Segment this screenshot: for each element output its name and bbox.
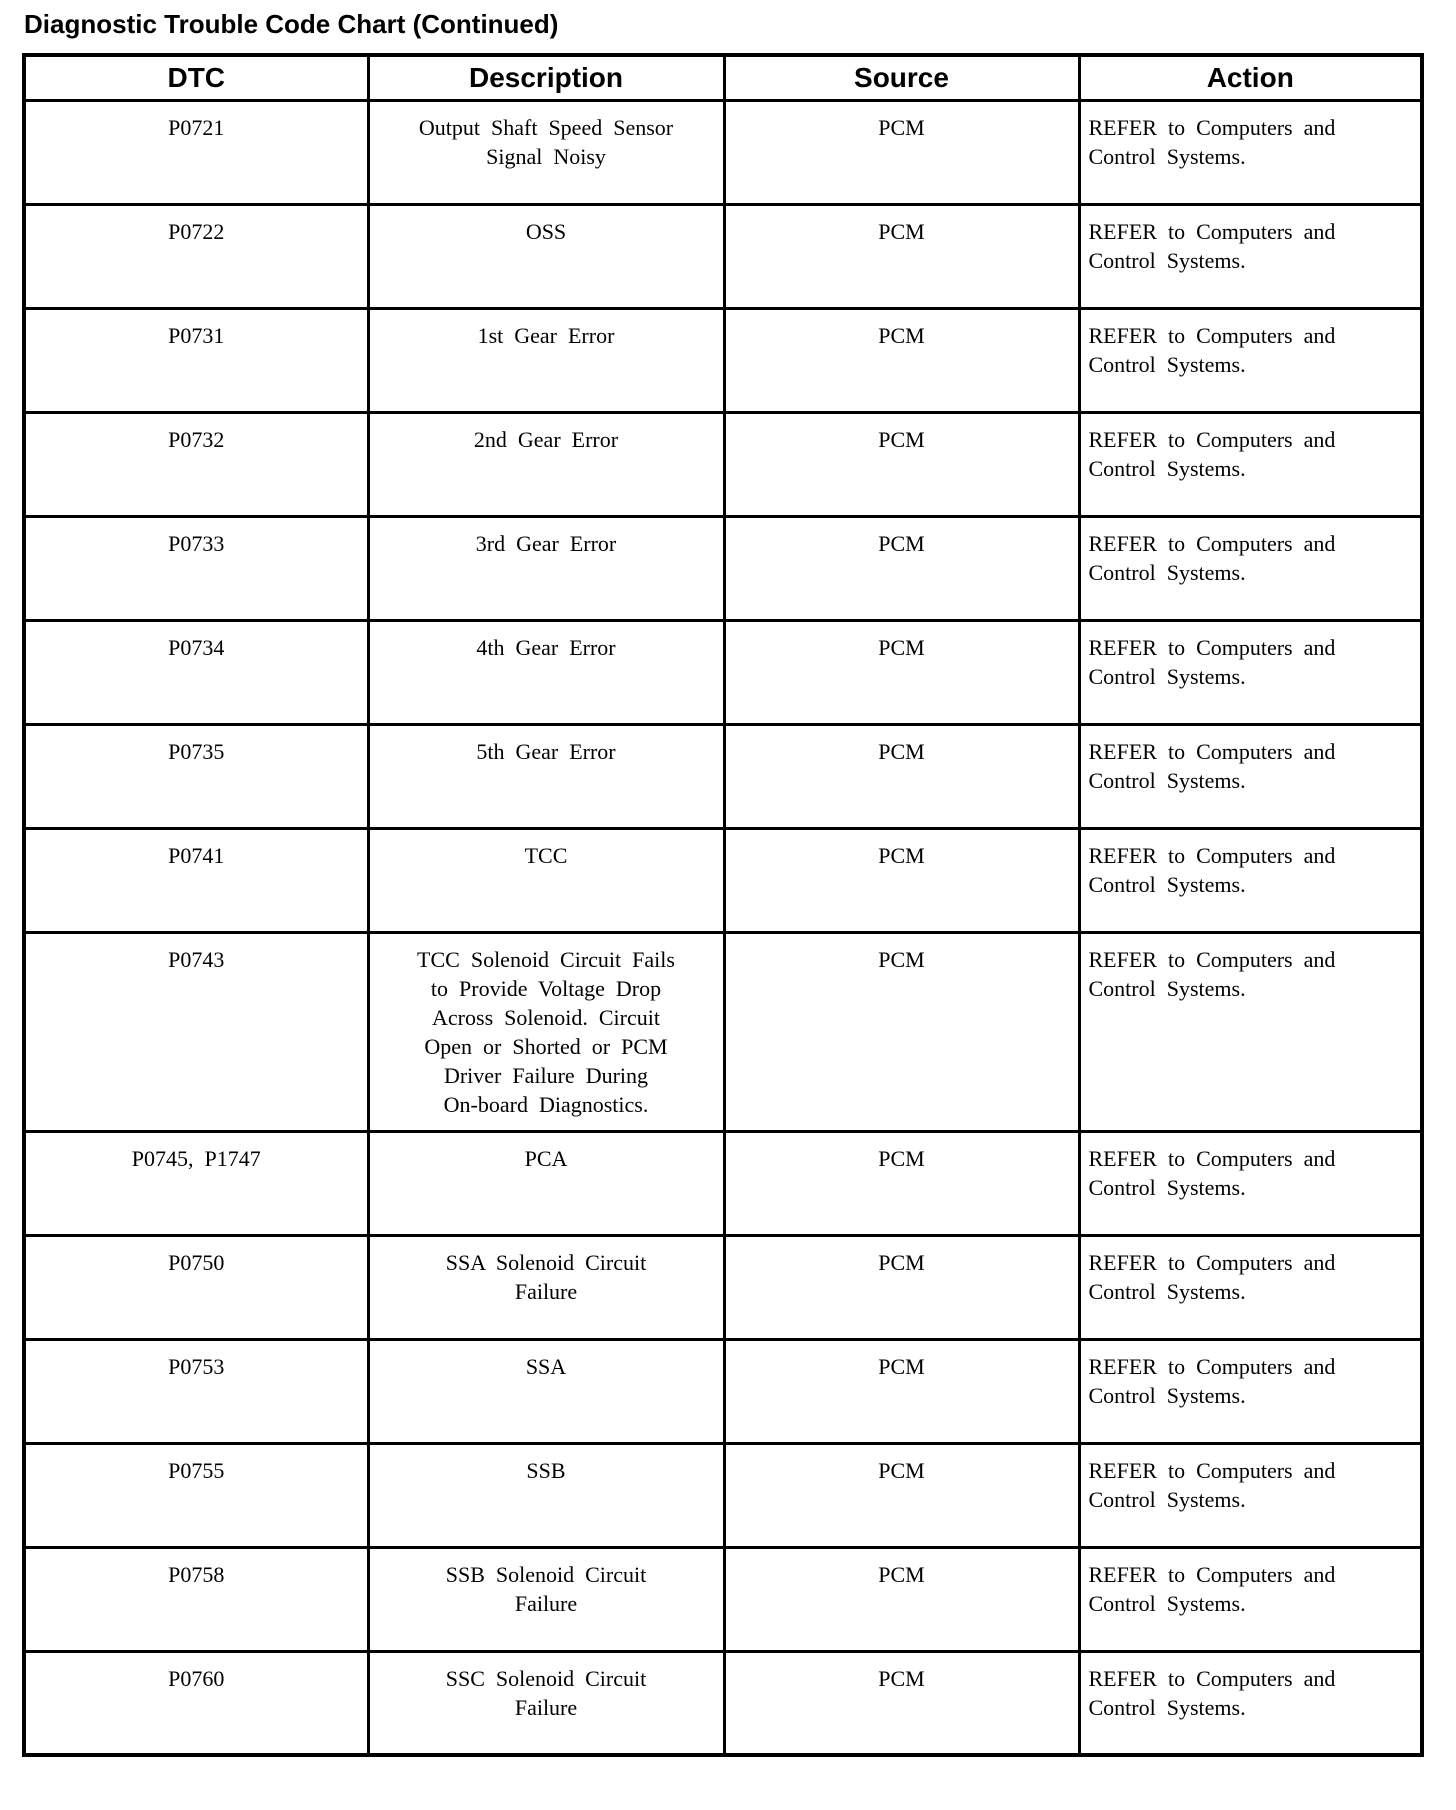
- source-cell: PCM: [724, 516, 1079, 620]
- dtc-cell: P0732: [24, 412, 368, 516]
- table-header: [24, 55, 1422, 101]
- description-cell: SSC Solenoid Circuit Failure: [368, 1651, 724, 1755]
- action-cell: REFER to Computers and Control Systems.: [1079, 1547, 1422, 1651]
- source-cell: PCM: [724, 1131, 1079, 1235]
- action-cell: REFER to Computers and Control Systems.: [1079, 204, 1422, 308]
- table-row: [24, 1131, 1422, 1235]
- dtc-cell: P0750: [24, 1235, 368, 1339]
- action-cell: REFER to Computers and Control Systems.: [1079, 1651, 1422, 1755]
- dtc-cell: P0721: [24, 100, 368, 204]
- description-cell: 2nd Gear Error: [368, 412, 724, 516]
- table-row: [24, 308, 1422, 412]
- source-cell: PCM: [724, 100, 1079, 204]
- dtc-cell: P0758: [24, 1547, 368, 1651]
- description-cell: OSS: [368, 204, 724, 308]
- header-row: [24, 55, 1422, 101]
- source-cell: PCM: [724, 828, 1079, 932]
- source-cell: PCM: [724, 724, 1079, 828]
- description-cell: 3rd Gear Error: [368, 516, 724, 620]
- source-cell: PCM: [724, 1443, 1079, 1547]
- action-cell: REFER to Computers and Control Systems.: [1079, 1339, 1422, 1443]
- table-row: [24, 100, 1422, 204]
- dtc-cell: P0745, P1747: [24, 1131, 368, 1235]
- description-cell: SSA: [368, 1339, 724, 1443]
- table-row: [24, 828, 1422, 932]
- action-cell: REFER to Computers and Control Systems.: [1079, 412, 1422, 516]
- source-cell: PCM: [724, 620, 1079, 724]
- action-cell: REFER to Computers and Control Systems.: [1079, 1235, 1422, 1339]
- description-cell: Output Shaft Speed Sensor Signal Noisy: [368, 100, 724, 204]
- table-row: [24, 620, 1422, 724]
- table-row: [24, 1235, 1422, 1339]
- description-cell: 1st Gear Error: [368, 308, 724, 412]
- source-cell: PCM: [724, 1547, 1079, 1651]
- source-cell: PCM: [724, 412, 1079, 516]
- source-cell: PCM: [724, 1339, 1079, 1443]
- dtc-cell: P0734: [24, 620, 368, 724]
- source-cell: PCM: [724, 1235, 1079, 1339]
- dtc-cell: P0741: [24, 828, 368, 932]
- description-cell: SSA Solenoid Circuit Failure: [368, 1235, 724, 1339]
- table-row: [24, 724, 1422, 828]
- action-cell: REFER to Computers and Control Systems.: [1079, 516, 1422, 620]
- action-cell: REFER to Computers and Control Systems.: [1079, 308, 1422, 412]
- dtc-cell: P0755: [24, 1443, 368, 1547]
- table-row: [24, 516, 1422, 620]
- header-source: Source: [724, 55, 1079, 101]
- description-cell: TCC: [368, 828, 724, 932]
- description-cell: SSB Solenoid Circuit Failure: [368, 1547, 724, 1651]
- action-cell: REFER to Computers and Control Systems.: [1079, 620, 1422, 724]
- action-cell: REFER to Computers and Control Systems.: [1079, 100, 1422, 204]
- action-cell: REFER to Computers and Control Systems.: [1079, 724, 1422, 828]
- table-row: [24, 1651, 1422, 1755]
- header-action: Action: [1079, 55, 1422, 101]
- description-cell: TCC Solenoid Circuit Fails to Provide Voltage Drop Across Solenoid. Circuit Open or Shorted or PCM Driver Failure During On-board Diagnostics.: [368, 932, 724, 1131]
- source-cell: PCM: [724, 308, 1079, 412]
- action-cell: REFER to Computers and Control Systems.: [1079, 1443, 1422, 1547]
- header-description: Description: [368, 55, 724, 101]
- dtc-cell: P0735: [24, 724, 368, 828]
- dtc-cell: P0743: [24, 932, 368, 1131]
- table-row: [24, 1547, 1422, 1651]
- source-cell: PCM: [724, 932, 1079, 1131]
- description-cell: SSB: [368, 1443, 724, 1547]
- table-row: [24, 932, 1422, 1131]
- dtc-cell: P0760: [24, 1651, 368, 1755]
- description-cell: PCA: [368, 1131, 724, 1235]
- action-cell: REFER to Computers and Control Systems.: [1079, 1131, 1422, 1235]
- table-row: [24, 1339, 1422, 1443]
- header-dtc: DTC: [24, 55, 368, 101]
- dtc-cell: P0722: [24, 204, 368, 308]
- description-cell: 4th Gear Error: [368, 620, 724, 724]
- source-cell: PCM: [724, 204, 1079, 308]
- description-cell: 5th Gear Error: [368, 724, 724, 828]
- dtc-cell: P0753: [24, 1339, 368, 1443]
- dtc-cell: P0733: [24, 516, 368, 620]
- source-cell: PCM: [724, 1651, 1079, 1755]
- table-row: [24, 204, 1422, 308]
- table-row: [24, 412, 1422, 516]
- action-cell: REFER to Computers and Control Systems.: [1079, 828, 1422, 932]
- dtc-cell: P0731: [24, 308, 368, 412]
- dtc-table: [22, 53, 1424, 1758]
- page-title: Diagnostic Trouble Code Chart (Continued): [24, 9, 559, 39]
- table-row: [24, 1443, 1422, 1547]
- action-cell: REFER to Computers and Control Systems.: [1079, 932, 1422, 1131]
- table-body: [24, 100, 1422, 1755]
